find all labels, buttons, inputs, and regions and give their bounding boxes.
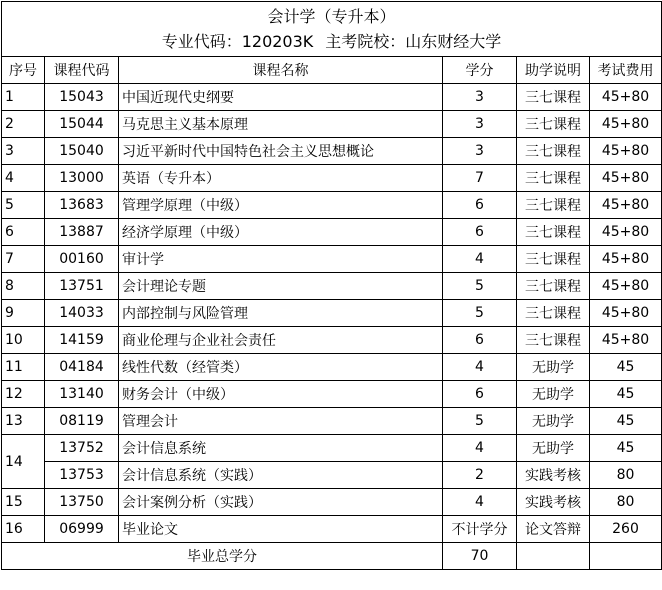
row-code: 08119: [45, 408, 119, 435]
subtitle: [2, 29, 661, 54]
table-row: [2, 84, 662, 111]
total-row: [2, 543, 662, 570]
row-no: 15: [2, 489, 45, 516]
row-credit: 6: [443, 219, 517, 246]
row-credit: 4: [443, 246, 517, 273]
total-empty-note: [517, 543, 590, 570]
table-title-cell: [2, 2, 662, 57]
row-credit: 5: [443, 273, 517, 300]
row-code: 13140: [45, 381, 119, 408]
row-fee: 45+80: [590, 84, 662, 111]
row-no: 3: [2, 138, 45, 165]
row-name: 会计理论专题: [119, 273, 443, 300]
row-name: 毕业论文: [119, 516, 443, 543]
row-code: 06999: [45, 516, 119, 543]
table-row: [2, 435, 662, 462]
row-fee: 80: [590, 489, 662, 516]
header-credit: 学分: [443, 57, 517, 84]
row-name: 经济学原理（中级）: [119, 219, 443, 246]
row-name: 管理学原理（中级）: [119, 192, 443, 219]
row-note: 三七课程: [517, 84, 590, 111]
row-credit: 3: [443, 138, 517, 165]
row-credit: 4: [443, 489, 517, 516]
header-fee: 考试费用: [590, 57, 662, 84]
table-row: [2, 219, 662, 246]
row-note: 三七课程: [517, 327, 590, 354]
header-name: 课程名称: [119, 57, 443, 84]
row-credit: 4: [443, 435, 517, 462]
row-note: 三七课程: [517, 111, 590, 138]
row-credit: 6: [443, 381, 517, 408]
header-note: 助学说明: [517, 57, 590, 84]
row-fee: 45+80: [590, 219, 662, 246]
row-credit: 2: [443, 462, 517, 489]
row-code: 13751: [45, 273, 119, 300]
row-no: 4: [2, 165, 45, 192]
row-code: 00160: [45, 246, 119, 273]
row-fee: 45+80: [590, 138, 662, 165]
row-code: 13753: [45, 462, 119, 489]
row-fee: 45+80: [590, 327, 662, 354]
row-fee: 45: [590, 354, 662, 381]
row-no: 10: [2, 327, 45, 354]
row-code: 13683: [45, 192, 119, 219]
row-name: 内部控制与风险管理: [119, 300, 443, 327]
row-note: 三七课程: [517, 219, 590, 246]
row-credit: 6: [443, 327, 517, 354]
row-credit: 4: [443, 354, 517, 381]
row-credit: 5: [443, 300, 517, 327]
row-code: 13752: [45, 435, 119, 462]
row-note: 实践考核: [517, 489, 590, 516]
row-name: 财务会计（中级）: [119, 381, 443, 408]
table-row: [2, 246, 662, 273]
row-name: 中国近现代史纲要: [119, 84, 443, 111]
row-name: 英语（专升本）: [119, 165, 443, 192]
row-credit: 5: [443, 408, 517, 435]
header-no: 序号: [2, 57, 45, 84]
row-no: 8: [2, 273, 45, 300]
row-note: 三七课程: [517, 273, 590, 300]
row-name: 马克思主义基本原理: [119, 111, 443, 138]
course-table: [1, 1, 662, 570]
table-row: [2, 327, 662, 354]
total-empty-fee: [590, 543, 662, 570]
row-note: 无助学: [517, 435, 590, 462]
row-name: 审计学: [119, 246, 443, 273]
row-no: 2: [2, 111, 45, 138]
row-code: 15043: [45, 84, 119, 111]
row-no: 12: [2, 381, 45, 408]
row-note: 三七课程: [517, 192, 590, 219]
row-note: 三七课程: [517, 246, 590, 273]
row-no: 16: [2, 516, 45, 543]
row-name: 习近平新时代中国特色社会主义思想概论: [119, 138, 443, 165]
row-fee: 45: [590, 381, 662, 408]
row-no: 6: [2, 219, 45, 246]
row-fee: 45: [590, 408, 662, 435]
row-fee: 45+80: [590, 111, 662, 138]
row-name: 管理会计: [119, 408, 443, 435]
row-name: 会计信息系统: [119, 435, 443, 462]
header-row: [2, 57, 662, 84]
table-row: [2, 138, 662, 165]
row-name: 会计案例分析（实践）: [119, 489, 443, 516]
row-code: 13750: [45, 489, 119, 516]
major-code: 专业代码：120203K: [161, 32, 314, 51]
page-title: 会计学（专升本）: [267, 7, 396, 26]
row-fee: 45+80: [590, 300, 662, 327]
row-no: 13: [2, 408, 45, 435]
row-note: 实践考核: [517, 462, 590, 489]
row-no: 1: [2, 84, 45, 111]
row-code: 15044: [45, 111, 119, 138]
header-code: 课程代码: [45, 57, 119, 84]
row-note: 三七课程: [517, 138, 590, 165]
row-no: 5: [2, 192, 45, 219]
row-no: 14: [2, 435, 45, 489]
table-row: [2, 111, 662, 138]
row-credit: 7: [443, 165, 517, 192]
table-row: [2, 300, 662, 327]
total-value: 70: [443, 543, 517, 570]
row-credit: 6: [443, 192, 517, 219]
total-label: 毕业总学分: [2, 543, 443, 570]
table-row: [2, 165, 662, 192]
row-fee: 80: [590, 462, 662, 489]
row-note: 三七课程: [517, 300, 590, 327]
row-credit: 3: [443, 84, 517, 111]
exam-school: 主考院校：山东财经大学: [325, 32, 502, 51]
table-row: [2, 489, 662, 516]
row-name: 线性代数（经管类）: [119, 354, 443, 381]
table-row: [2, 462, 662, 489]
row-note: 无助学: [517, 381, 590, 408]
row-code: 13000: [45, 165, 119, 192]
table-row: [2, 192, 662, 219]
row-note: 论文答辩: [517, 516, 590, 543]
row-code: 15040: [45, 138, 119, 165]
row-no: 11: [2, 354, 45, 381]
table-row: [2, 516, 662, 543]
row-credit: 3: [443, 111, 517, 138]
row-note: 无助学: [517, 408, 590, 435]
row-fee: 45+80: [590, 273, 662, 300]
row-fee: 45: [590, 435, 662, 462]
row-note: 三七课程: [517, 165, 590, 192]
table-row: [2, 354, 662, 381]
row-fee: 45+80: [590, 246, 662, 273]
row-credit: 不计学分: [443, 516, 517, 543]
row-name: 会计信息系统（实践）: [119, 462, 443, 489]
table-row: [2, 381, 662, 408]
row-fee: 45+80: [590, 165, 662, 192]
row-fee: 260: [590, 516, 662, 543]
row-no: 9: [2, 300, 45, 327]
row-code: 14033: [45, 300, 119, 327]
row-code: 13887: [45, 219, 119, 246]
table-row: [2, 408, 662, 435]
row-no: 7: [2, 246, 45, 273]
row-fee: 45+80: [590, 192, 662, 219]
table-row: [2, 273, 662, 300]
row-code: 04184: [45, 354, 119, 381]
row-note: 无助学: [517, 354, 590, 381]
row-code: 14159: [45, 327, 119, 354]
row-name: 商业伦理与企业社会责任: [119, 327, 443, 354]
